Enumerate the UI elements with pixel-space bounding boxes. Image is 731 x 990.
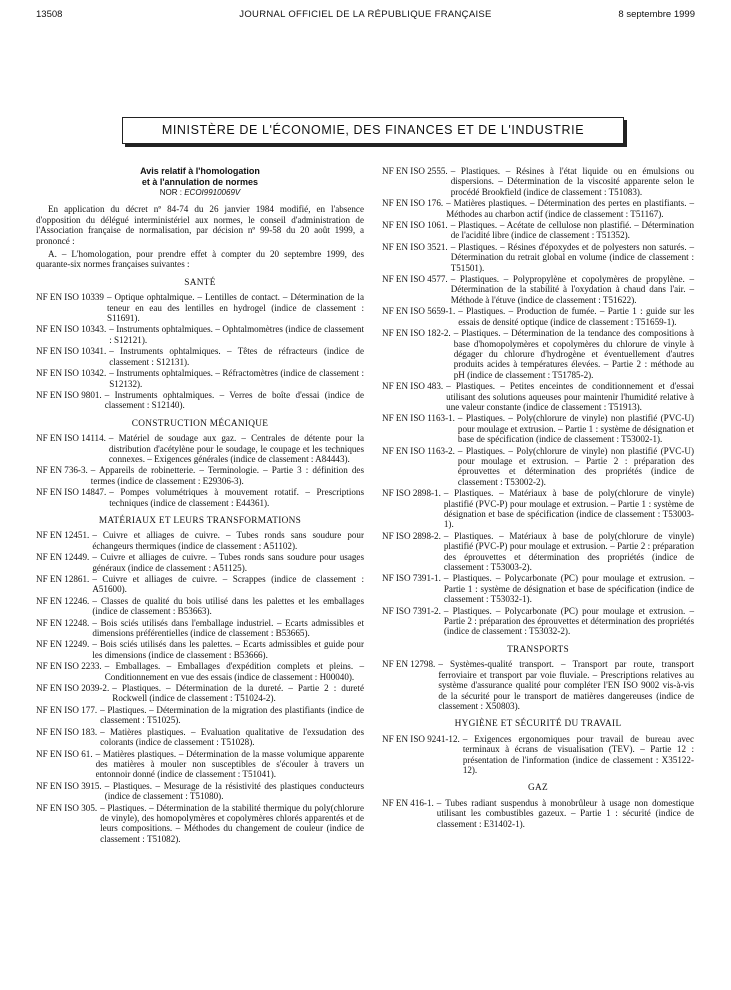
norm-description: – Matières plastiques. – Détermination de la masse volumique apparente des matières à mouler non susceptibles de s'écouler à travers un entonnoir donné (indice de classement : T51041). xyxy=(95,748,364,780)
norm-entry xyxy=(382,381,694,412)
norm-description: – Plastiques. – Production de fumée. – Partie 1 : guide sur les essais de densité optique (indice de classement : T51659-1). xyxy=(458,306,694,327)
point-a-paragraph: A. – L'homologation, pour prendre effet à compter du 20 septembre 1999, des quarante-six normes françaises suivantes : xyxy=(36,249,364,270)
norm-code: NF EN ISO 182-2. xyxy=(382,328,451,339)
nor-code: ECOI9910069V xyxy=(184,188,241,197)
norm-entry xyxy=(382,242,694,273)
norm-description: – Plastiques. – Polypropylène et copolymères de propylène. – Détermination de la stabilité à l'oxydation à chaud dans l'air. – Méthode à l'étuve (indice de classement : T51622). xyxy=(450,274,694,305)
norm-description: – Emballages. – Emballages d'expédition complets et pleins. – Conditionnement en vue des essais (indice de classement : H00040). xyxy=(104,661,364,682)
norm-code: NF EN 12449. xyxy=(36,552,90,563)
norm-entry xyxy=(36,390,364,411)
norm-entry xyxy=(36,749,364,780)
norm-code: NF ISO 2898-2. xyxy=(382,530,441,541)
norm-description: – Plastiques. – Poly(chlorure de vinyle) non plastifié (PVC-U) pour moulage et extrusion. – Partie 1 : système de désignation et base de spécification (indice de classement : T53002-1). xyxy=(457,413,694,445)
norm-code: NF EN ISO 2233. xyxy=(36,661,102,672)
norm-code: NF EN 12249. xyxy=(36,639,90,650)
norm-code: NF EN ISO 4577. xyxy=(382,274,448,285)
norm-entry xyxy=(36,530,364,551)
norm-entry xyxy=(382,606,694,637)
norm-code: NF ISO 7391-2. xyxy=(382,605,441,616)
norm-code: NF EN ISO 14114. xyxy=(36,433,106,444)
norm-description: – Pompes volumétriques à mouvement rotatif. – Prescriptions techniques (indice de classement : E44361). xyxy=(109,487,364,508)
norm-code: NF EN 12246. xyxy=(36,595,90,606)
ministry-banner: MINISTÈRE DE L'ÉCONOMIE, DES FINANCES ET DE L'INDUSTRIE xyxy=(122,117,624,144)
norm-description: – Plastiques. – Matériaux à base de poly(chlorure de vinyle) plastifié (PVC-P) pour moulage et extrusion. – Partie 2 : préparation des éprouvettes et détermination des propriétés (indice de classement : T53003-2). xyxy=(443,530,694,573)
norm-entry xyxy=(382,446,694,488)
norm-description: – Systèmes-qualité transport. – Transport par route, transport ferroviaire et transport par voie fluviale. – Prescriptions relatives au système d'assurance qualité pour compléter l'EN ISO 9002 vis-à-vis de la sécurité pour le transport de matières dangereuses (indice de classement : X50803). xyxy=(438,659,694,711)
norm-description: – Cuivre et alliages de cuivre. – Tubes ronds sans soudure pour échangeurs thermiques (indice de classement : A51102). xyxy=(92,530,364,551)
norm-entry xyxy=(382,198,694,219)
norm-description: – Plastiques. – Détermination de la stabilité thermique du poly(chlorure de vinyle), des homopolymères et copolymères chlorés apparentés et de leurs compositions. – Méthodes du changement de couleur (indice de classement : T51082). xyxy=(100,802,364,844)
norm-entry xyxy=(382,274,694,305)
norm-entry xyxy=(36,639,364,660)
norm-entry xyxy=(382,531,694,573)
norm-description: – Cuivre et alliages de cuivre. – Scrappes (indice de classement : A51600). xyxy=(92,574,364,595)
norm-entry xyxy=(36,596,364,617)
norm-code: NF EN ISO 177. xyxy=(36,704,98,715)
notice-title-line1: Avis relatif à l'homologation xyxy=(140,166,260,176)
norm-description: – Plastiques. – Matériaux à base de poly(chlorure de vinyle) plastifié (PVC-P) pour moulage et extrusion. – Partie 1 : système de désignation et base de spécification (indice de classement : T53003-1). xyxy=(443,488,694,530)
norm-code: NF EN ISO 10341. xyxy=(36,346,107,357)
norm-code: NF EN ISO 2039-2. xyxy=(36,683,110,694)
norm-description: – Exigences ergonomiques pour travail de bureau avec terminaux à écrans de visualisation (TEV). – Partie 12 : présentation de l'information (indice de classement : X35122-12). xyxy=(462,733,694,775)
right-sections xyxy=(382,645,694,829)
norm-description: – Tubes radiant suspendus à monobrûleur à usage non domestique utilisant les combustibles gazeux. – Partie 1 : sécurité (indice de classement : E31402-1). xyxy=(436,797,694,829)
norm-code: NF ISO 2898-1. xyxy=(382,488,441,499)
norm-entry xyxy=(382,573,694,604)
norm-code: NF EN 416-1. xyxy=(382,797,434,808)
norm-description: – Plastiques. – Résines à l'état liquide ou en émulsions ou dispersions. – Détermination de la viscosité apparente selon le procédé Brookfield (indice de classement : T51083). xyxy=(450,166,694,197)
norm-code: NF EN ISO 9801. xyxy=(36,389,102,400)
norm-entry xyxy=(36,487,364,508)
norm-entry xyxy=(36,705,364,726)
norm-entry xyxy=(36,727,364,748)
norm-entry xyxy=(36,618,364,639)
norm-description: – Matières plastiques. – Détermination des pertes en plastifiants. – Méthodes au charbon actif (indice de classement : T51167). xyxy=(446,198,694,219)
norm-description: – Instruments ophtalmiques. – Verres de boîte d'essai (indice de classement : S12140). xyxy=(104,389,364,411)
nor-reference xyxy=(36,188,364,198)
section-title: MATÉRIAUX ET LEURS TRANSFORMATIONS xyxy=(98,515,302,526)
norm-code: NF EN 12451. xyxy=(36,530,90,541)
section-title: CONSTRUCTION MÉCANIQUE xyxy=(131,418,269,429)
norm-entry xyxy=(382,734,694,776)
norm-code: NF EN ISO 183. xyxy=(36,726,98,737)
intro-paragraph: En application du décret nº 84-74 du 26 janvier 1984 modifié, en l'absence d'opposition du délégué interministériel aux normes, le conseil d'administration de l'Association française de normalisation, par décision nº 99-58 du 20 août 1999, a prononcé : xyxy=(36,204,364,246)
norm-code: NF EN ISO 176. xyxy=(382,198,444,209)
norm-code: NF EN ISO 10342. xyxy=(36,368,107,379)
norm-description: – Plastiques. – Poly(chlorure de vinyle) non plastifié (PVC-U) pour moulage et extrusion. – Partie 2 : préparation des éprouvettes et détermination des propriétés (indice de classement : T53002-2). xyxy=(457,445,694,487)
section-title: HYGIÈNE ET SÉCURITÉ DU TRAVAIL xyxy=(454,719,622,730)
left-column xyxy=(36,166,364,845)
norm-entry xyxy=(36,433,364,464)
norm-description: – Optique ophtalmique. – Lentilles de contact. – Détermination de la teneur en eau des lentilles en hydrogel (indice de classement : S11691). xyxy=(106,292,364,324)
norm-entry xyxy=(36,324,364,345)
norm-entry xyxy=(36,368,364,389)
journal-title: JOURNAL OFFICIEL DE LA RÉPUBLIQUE FRANÇAISE xyxy=(239,9,492,20)
norm-description: – Plastiques. – Petites enceintes de conditionnement et d'essai utilisant des solutions aqueuses pour maintenir l'humidité relative à une valeur constante (indice de classement : T51913). xyxy=(446,381,694,412)
norm-description: – Plastiques. – Détermination de la tendance des compositions à base d'homopolymères et copolymères du chlorure de vinyle à dégager du chlorure d'hydrogène et éventuellement d'autres produits acides à températures élevées. – Partie 2 : méthode au pH (indice de classement : T51785-2). xyxy=(453,328,694,380)
norm-description: – Classes de qualité du bois utilisé dans les palettes et les emballages (indice de classement : B53663). xyxy=(92,595,364,617)
issue-date: 8 septembre 1999 xyxy=(618,9,695,20)
norm-code: NF EN ISO 61. xyxy=(36,748,93,759)
norm-description: – Plastiques. – Acétate de cellulose non plastifié. – Détermination de l'acidité libre (indice de classement : T51352). xyxy=(450,220,694,241)
norm-description: – Plastiques. – Détermination de la migration des plastifiants (indice de classement : T51025). xyxy=(100,704,364,726)
norm-description: – Instruments ophtalmiques. – Réfractomètres (indice de classement : S12132). xyxy=(109,368,364,389)
norm-entry xyxy=(382,328,694,380)
norm-entry xyxy=(36,661,364,682)
norm-code: NF EN 12861. xyxy=(36,574,90,584)
norm-description: – Instruments ophtalmiques. – Têtes de réfracteurs (indice de classement : S12131). xyxy=(109,346,364,367)
norm-description: – Plastiques. – Polycarbonate (PC) pour moulage et extrusion. – Partie 2 : préparation des éprouvettes et détermination des propriétés (indice de classement : T53032-2). xyxy=(443,605,694,637)
norm-description: – Plastiques. – Détermination de la dureté. – Partie 2 : dureté Rockwell (indice de classement : T51024-2). xyxy=(112,683,364,704)
norm-description: – Bois sciés utilisés dans les palettes. – Ecarts admissibles et guide pour les dimensions (indice de classement : B53666). xyxy=(92,639,364,660)
section-title: SANTÉ xyxy=(184,277,216,288)
norm-code: NF EN ISO 14847. xyxy=(36,487,107,498)
norm-code: NF EN ISO 10339 xyxy=(36,292,104,303)
norm-description: – Matériel de soudage aux gaz. – Centrales de détente pour la distribution d'acétylène pour le soudage, le coupage et les techniques connexes. – Exigences générales (indice de classement : A84443). xyxy=(108,433,364,464)
notice-title xyxy=(36,166,364,187)
norm-code: NF EN ISO 1163-1. xyxy=(382,413,455,424)
norm-code: NF EN ISO 483. xyxy=(382,381,444,392)
notice-title-line2: et à l'annulation de normes xyxy=(141,176,259,187)
norm-entry xyxy=(382,488,694,530)
norm-description: – Plastiques. – Résines d'époxydes et de polyesters non saturés. – Détermination du retrait global en volume (indice de classement : T51501). xyxy=(450,241,694,273)
norm-code: NF EN ISO 3915. xyxy=(36,780,102,791)
norm-entry xyxy=(36,465,364,486)
norm-code: NF EN 12798. xyxy=(382,659,436,670)
norm-description: – Bois sciés utilisés dans l'emballage industriel. – Ecarts admissibles et dimensions préférentielles (indice de classement : B53665). xyxy=(92,617,364,639)
norm-description: – Matières plastiques. – Evaluation qualitative de l'exsudation des colorants (indice de classement : T51028). xyxy=(100,726,364,748)
norm-entry xyxy=(382,659,694,711)
norm-entry xyxy=(382,166,694,197)
norm-description: – Cuivre et alliages de cuivre. – Tubes ronds sans soudure pour usages généraux (indice de classement : A51125). xyxy=(92,552,364,573)
page-number: 13508 xyxy=(36,9,63,20)
norm-entry xyxy=(36,803,364,845)
section-title: GAZ xyxy=(527,783,548,794)
norm-description: – Plastiques. – Mesurage de la résistivité des plastiques conducteurs (indice de classement : T51080). xyxy=(104,780,364,802)
norm-code: NF EN 736-3. xyxy=(36,465,88,476)
norm-code: NF EN ISO 9241-12. xyxy=(382,733,460,744)
norm-code: NF EN ISO 1163-2. xyxy=(382,445,455,456)
norm-code: NF EN ISO 2555. xyxy=(382,166,448,176)
norm-code: NF EN ISO 5659-1. xyxy=(382,306,456,317)
norm-entry xyxy=(36,346,364,367)
norm-entry xyxy=(36,552,364,573)
norm-entry xyxy=(382,413,694,444)
norm-code: NF EN ISO 1061. xyxy=(382,220,448,231)
norm-code: NF EN 12248. xyxy=(36,617,90,628)
norm-entry xyxy=(382,798,694,829)
norm-description: – Appareils de robinetterie. – Terminologie. – Partie 3 : définition des termes (indice de classement : E29306-3). xyxy=(90,465,364,486)
right-entries xyxy=(382,166,694,637)
norm-entry xyxy=(382,306,694,327)
left-sections xyxy=(36,278,364,844)
norm-code: NF EN ISO 305. xyxy=(36,802,98,813)
norm-code: NF EN ISO 3521. xyxy=(382,241,448,252)
norm-entry xyxy=(382,220,694,241)
norm-description: – Instruments ophtalmiques. – Ophtalmomètres (indice de classement : S12121). xyxy=(109,324,364,345)
right-column xyxy=(382,166,694,830)
page-header xyxy=(0,0,731,24)
nor-label: NOR : xyxy=(159,188,182,197)
norm-entry xyxy=(36,781,364,802)
norm-code: NF EN ISO 10343. xyxy=(36,324,107,335)
norm-entry xyxy=(36,683,364,704)
section-title: TRANSPORTS xyxy=(507,644,569,655)
norm-entry xyxy=(36,574,364,595)
norm-code: NF ISO 7391-1. xyxy=(382,573,441,584)
norm-entry xyxy=(36,292,364,323)
norm-description: – Plastiques. – Polycarbonate (PC) pour moulage et extrusion. – Partie 1 : système de désignation et base de spécification (indice de classement : T53032-1). xyxy=(443,573,694,605)
